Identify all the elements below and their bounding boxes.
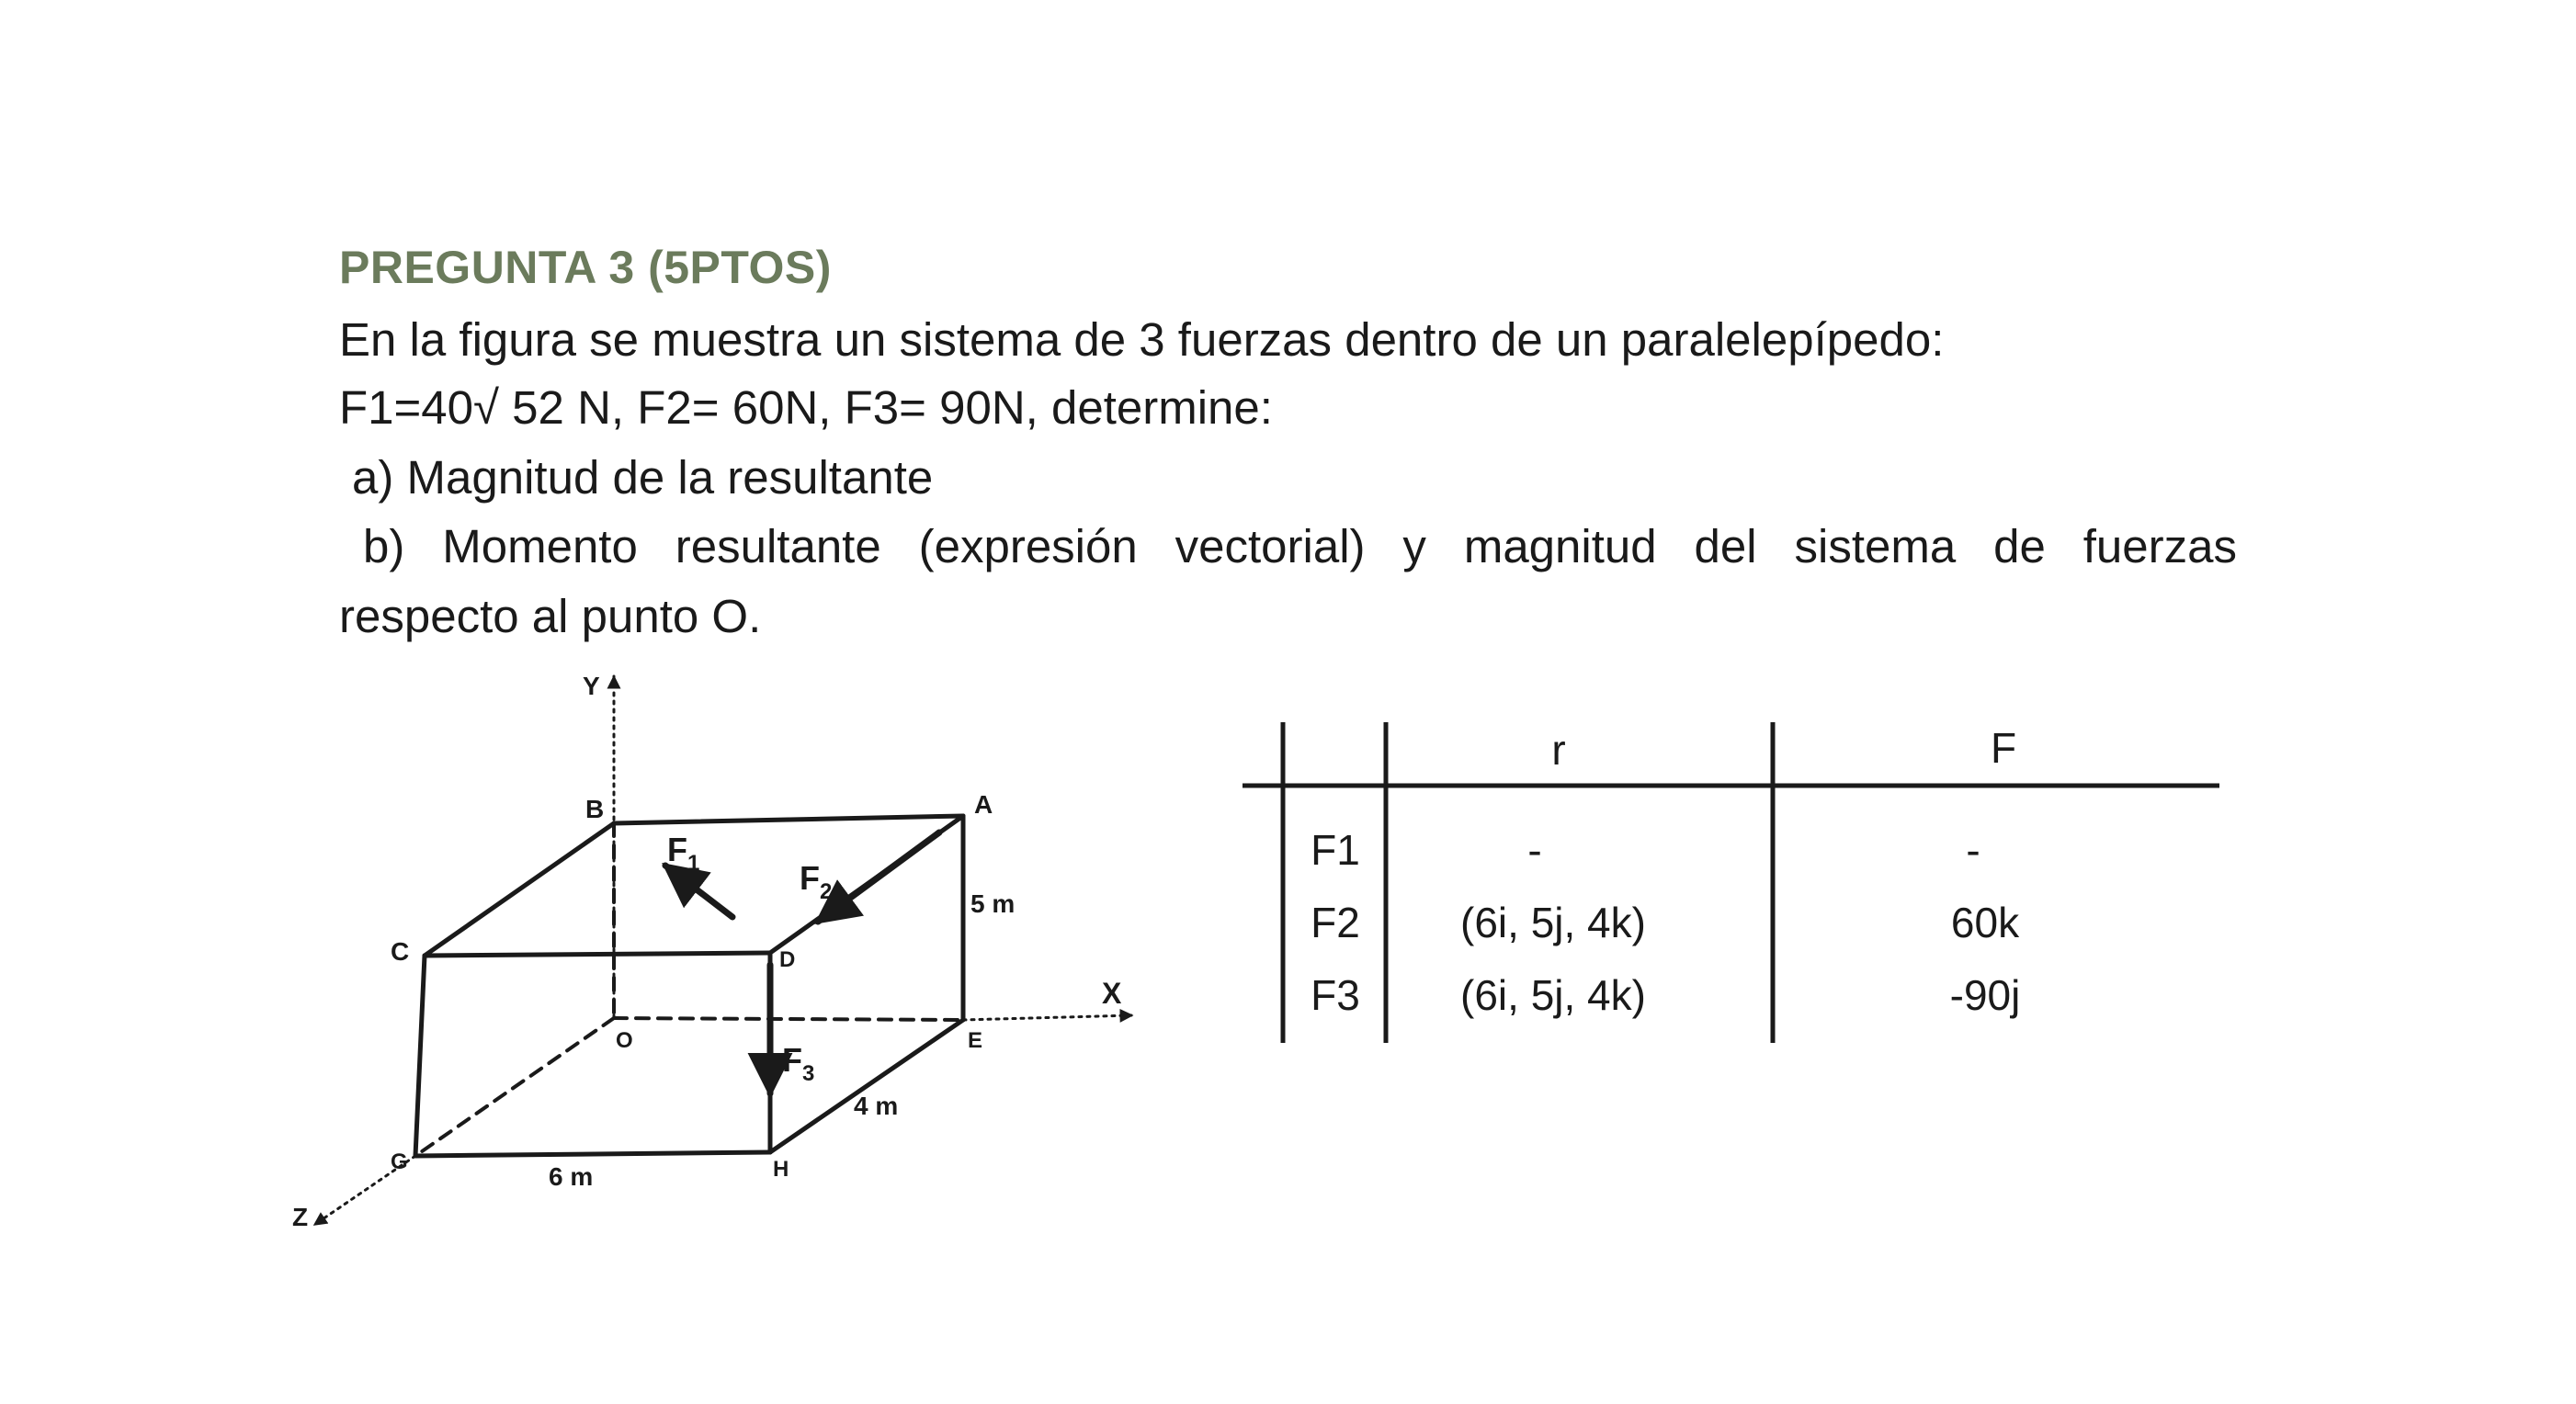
force-f3-letter: F [782, 1041, 802, 1079]
force-f1-letter: F [667, 831, 687, 868]
question-line-1: En la figura se muestra un sistema de 3 fuerzas dentro de un paralelepípedo: [339, 313, 1945, 366]
question-title: PREGUNTA 3 (5PTOS) [339, 242, 832, 293]
table-row-f3-name: F3 [1311, 971, 1360, 1019]
force-f3-subscript: 3 [802, 1061, 815, 1086]
y-axis-label: Y [583, 672, 600, 700]
dimension-height-label: 5 m [970, 889, 1016, 918]
dimension-depth-label: 4 m [854, 1092, 899, 1120]
force-f1-subscript: 1 [687, 851, 700, 876]
table-row-f2-name: F2 [1311, 899, 1360, 946]
point-label-b: B [585, 795, 605, 823]
table-row-f2-f: 60k [1950, 899, 2020, 946]
point-label-o: O [616, 1028, 633, 1053]
table-row-f3-f: -90j [1949, 971, 2021, 1019]
x-axis-label: X [1102, 977, 1122, 1010]
question-item-a: a) Magnitud de la resultante [352, 451, 934, 504]
point-label-c: C [391, 937, 410, 966]
point-label-d: D [779, 947, 796, 972]
table-header-f: F [1990, 724, 2017, 772]
z-axis-label: Z [292, 1203, 309, 1231]
table-row-f1-f: - [1966, 826, 1980, 874]
force-f2-letter: F [800, 859, 820, 897]
table-header-r: r [1551, 726, 1566, 774]
point-label-h: H [773, 1157, 789, 1182]
point-label-a: A [974, 790, 993, 819]
point-label-e: E [968, 1028, 983, 1053]
dimension-width-label: 6 m [549, 1162, 594, 1191]
table-row-f3-r: (6i, 5j, 4k) [1460, 971, 1646, 1019]
question-line-2: F1=40√ 52 N, F2= 60N, F3= 90N, determine: [339, 381, 1273, 434]
question-item-b-text: b) Momento resultante (expresión vectorial) y magnitud del sistema de fuerzas [363, 520, 2237, 572]
table-row-f1-name: F1 [1311, 826, 1360, 874]
question-item-b-continued: respecto al punto O. [339, 590, 762, 642]
table-row-f1-r: - [1527, 826, 1542, 874]
point-label-g: G [391, 1149, 408, 1174]
table-row-f2-r: (6i, 5j, 4k) [1460, 899, 1646, 946]
force-f2-subscript: 2 [820, 879, 833, 904]
